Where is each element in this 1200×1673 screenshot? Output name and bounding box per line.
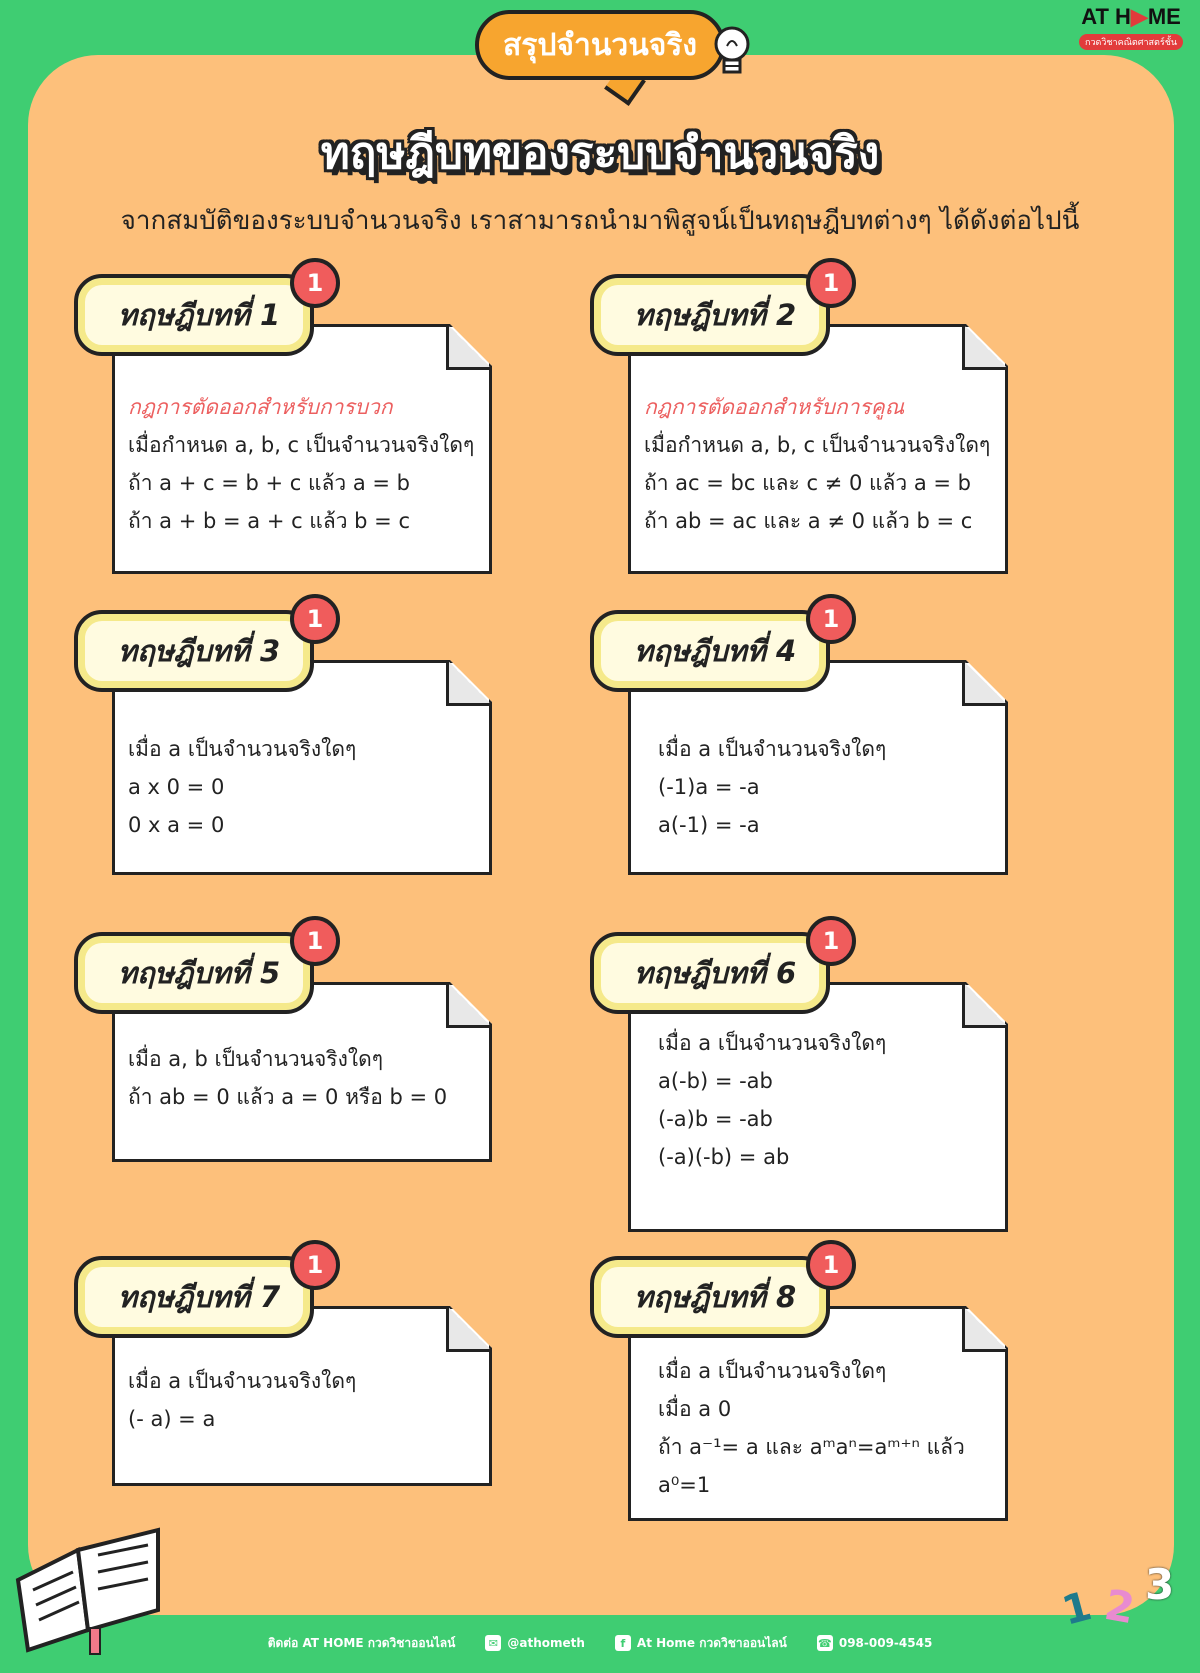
footer-contact: ติดต่อ AT HOME กวดวิชาออนไลน์ (267, 1635, 456, 1650)
theorem-card-6 (628, 927, 1008, 1232)
theorem-line: เมื่อ a เป็นจำนวนจริงใดๆ (658, 1031, 887, 1055)
theorem-rule: กฎการตัดออกสำหรับการคูณ (644, 395, 905, 419)
theorem-card-3 (112, 605, 492, 875)
footer-contacts (0, 1628, 1200, 1658)
theorem-title: ทฤษฎีบทที่ 5 (74, 932, 314, 1014)
notification-badge: 1 (290, 258, 340, 308)
line-icon: ✉ (485, 1635, 501, 1651)
theorem-line: เมื่อ a เป็นจำนวนจริงใดๆ (128, 1369, 357, 1393)
theorem-line: เมื่อ a เป็นจำนวนจริงใดๆ (658, 737, 887, 761)
theorem-line: a x 0 = 0 (128, 775, 225, 799)
theorem-title: ทฤษฎีบทที่ 3 (74, 610, 314, 692)
footer-line[interactable]: ✉ @athometh (485, 1635, 585, 1651)
theorem-rule: กฎการตัดออกสำหรับการบวก (128, 395, 393, 419)
theorem-line: เมื่อ a, b เป็นจำนวนจริงใดๆ (128, 1047, 384, 1071)
theorem-title: ทฤษฎีบทที่ 6 (590, 932, 830, 1014)
theorem-line: เมื่อ a เป็นจำนวนจริงใดๆ (128, 737, 357, 761)
footer-facebook[interactable]: f At Home กวดวิชาออนไลน์ (615, 1634, 787, 1653)
decor-number: 3 (1145, 1560, 1175, 1609)
theorem-line: เมื่อกำหนด a, b, c เป็นจำนวนจริงใดๆ (644, 433, 991, 457)
notification-badge: 1 (290, 1240, 340, 1290)
notification-badge: 1 (290, 916, 340, 966)
theorem-title: ทฤษฎีบทที่ 7 (74, 1256, 314, 1338)
notification-badge: 1 (806, 1240, 856, 1290)
theorem-line: (- a) = a (128, 1407, 216, 1431)
footer-phone[interactable]: ☎ 098-009-4545 (817, 1636, 933, 1650)
header-bubble: สรุปจำนวนจริง (475, 10, 725, 80)
logo-tagline: กวดวิชาคณิตศาสตร์ชั้น (1079, 34, 1183, 50)
page-subtitle: จากสมบัติของระบบจำนวนจริง เราสามารถนำมาพิสูจน์เป็นทฤษฎีบทต่างๆ ได้ดังต่อไปนี้ (120, 206, 1080, 236)
notification-badge: 1 (290, 594, 340, 644)
decor-number: 2 (1100, 1579, 1139, 1634)
theorem-title: ทฤษฎีบทที่ 2 (590, 274, 830, 356)
theorem-line: a(-1) = -a (658, 813, 760, 837)
theorem-line: ถ้า a + b = a + c แล้ว b = c (128, 509, 411, 533)
theorem-line: เมื่อ a เป็นจำนวนจริงใดๆ (658, 1359, 887, 1383)
lightbulb-icon (710, 24, 754, 80)
theorem-line: ถ้า a⁻¹= a และ aᵐaⁿ=aᵐ⁺ⁿ แล้ว a⁰=1 (658, 1435, 965, 1497)
theorem-line: ถ้า a + c = b + c แล้ว a = b (128, 471, 411, 495)
theorem-line: เมื่อ a 0 (658, 1397, 732, 1421)
theorem-card-1 (112, 269, 492, 574)
theorem-line: ถ้า ac = bc และ c ≠ 0 แล้ว a = b (644, 471, 971, 495)
at-home-logo: AT H▶ME กวดวิชาคณิตศาสตร์ชั้น (1076, 4, 1186, 48)
theorem-card-5 (112, 927, 492, 1162)
theorem-title: ทฤษฎีบทที่ 8 (590, 1256, 830, 1338)
phone-icon: ☎ (817, 1636, 832, 1650)
theorem-line: (-a)b = -ab (658, 1107, 773, 1131)
theorem-card-7 (112, 1251, 492, 1486)
theorem-line: 0 x a = 0 (128, 813, 225, 837)
theorem-card-8 (628, 1251, 1008, 1521)
theorem-line: ถ้า ab = ac และ a ≠ 0 แล้ว b = c (644, 509, 973, 533)
theorem-line: ถ้า ab = 0 แล้ว a = 0 หรือ b = 0 (128, 1085, 448, 1109)
theorem-line: (-1)a = -a (658, 775, 760, 799)
page-title: ทฤษฎีบทของระบบจำนวนจริง (320, 128, 880, 179)
theorem-line: เมื่อกำหนด a, b, c เป็นจำนวนจริงใดๆ (128, 433, 475, 457)
theorem-line: a(-b) = -ab (658, 1069, 773, 1093)
notification-badge: 1 (806, 258, 856, 308)
theorem-title: ทฤษฎีบทที่ 1 (74, 274, 314, 356)
theorem-card-2 (628, 269, 1008, 574)
notification-badge: 1 (806, 916, 856, 966)
theorem-line: (-a)(-b) = ab (658, 1145, 790, 1169)
decor-number: 1 (1057, 1583, 1097, 1635)
facebook-icon: f (615, 1635, 631, 1651)
notification-badge: 1 (806, 594, 856, 644)
theorem-title: ทฤษฎีบทที่ 4 (590, 610, 830, 692)
theorem-card-4 (628, 605, 1008, 875)
